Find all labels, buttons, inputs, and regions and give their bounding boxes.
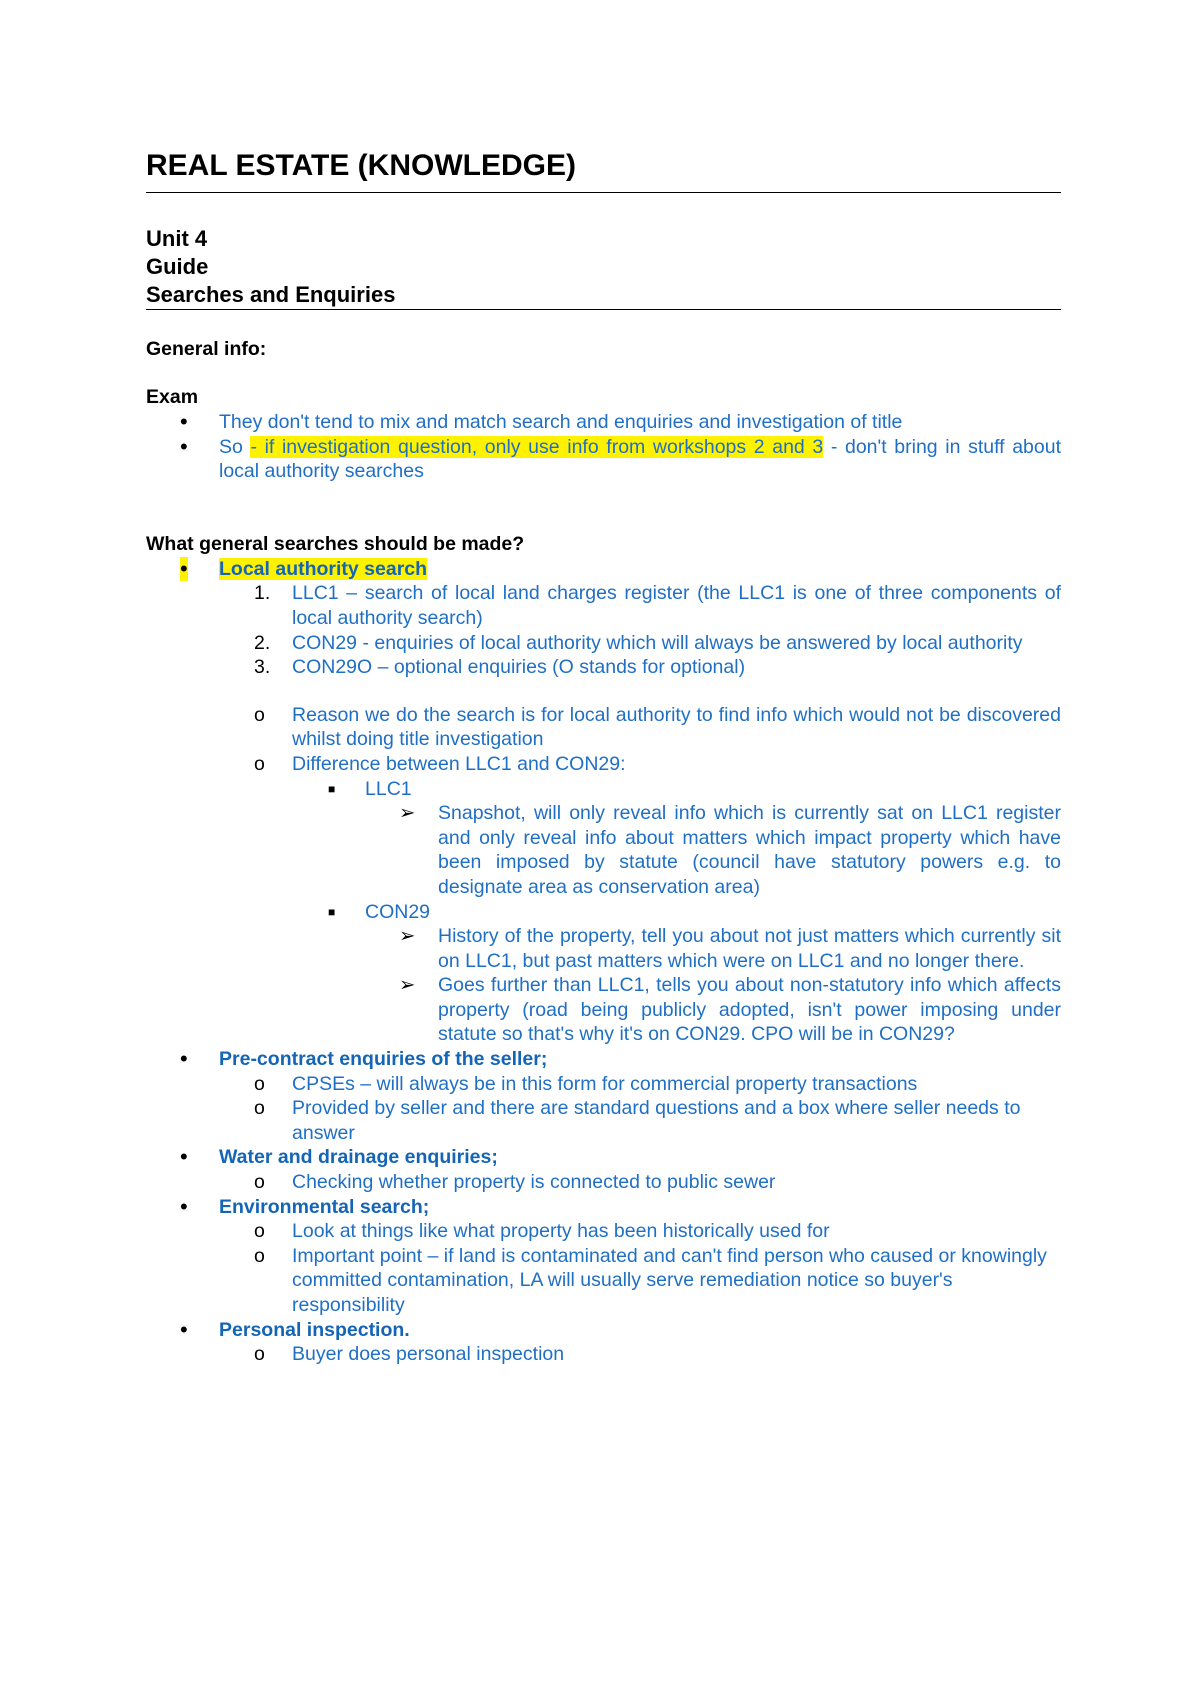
bullet-icon: • (180, 555, 188, 581)
bullet-icon: • (180, 409, 188, 434)
local-authority-label: Local authority search (219, 557, 428, 580)
list-item: ➢ Goes further than LLC1, tells you about non-statutory info which affects property (road being publicly adopted, isn't power imposing under statute so that's why it's on CON29. CPO will be in CON29? (399, 974, 1061, 1046)
searches-heading: What general searches should be made? (146, 532, 525, 555)
topic-label: Searches and Enquiries (146, 282, 396, 307)
list-item: ➢ Snapshot, will only reveal info which is currently sat on LLC1 register and only reveal info about matters which impact property which have been imposed by statute (council have statutory powers e.g. to designate area as conservation area) (399, 802, 1061, 898)
arrow-bullet-icon: ➢ (399, 925, 416, 948)
list-item-personal: • Personal inspection. o Buyer does personal inspection (146, 1318, 1061, 1367)
exam-list (146, 410, 1061, 484)
item-number: 3. (254, 656, 271, 679)
searches-list (146, 557, 1061, 1367)
exam-heading: Exam (146, 386, 199, 408)
document-body (146, 140, 1061, 1367)
list-item (146, 435, 1061, 484)
list-item-pre-contract: • Pre-contract enquiries of the seller; o CPSEs – will always be in this form for commercial property transactions o Provided by seller and there are standard questions and a box where seller needs to answer (146, 1047, 1061, 1145)
list-item: o CPSEs – will always be in this form for commercial property transactions (254, 1072, 918, 1095)
circle-bullet-icon: o (254, 1072, 265, 1095)
circle-bullet-icon: o (254, 1343, 265, 1366)
local-authority-notes (219, 703, 1061, 1047)
circle-bullet-icon: o (254, 1097, 265, 1120)
list-item: o Provided by seller and there are standard questions and a box where seller needs to answer (254, 1097, 1021, 1144)
bullet-icon: • (180, 1193, 188, 1219)
list-item: o Buyer does personal inspection (254, 1343, 565, 1366)
list-item: 2. CON29 - enquiries of local authority which will always be answered by local authority (254, 631, 1023, 654)
list-item: 1. LLC1 – search of local land charges register (the LLC1 is one of three components of local authority search) (254, 582, 1061, 629)
list-item-water: • Water and drainage enquiries; o Checking whether property is connected to public sewer (146, 1145, 1061, 1194)
list-item: 3. CON29O – optional enquiries (O stands for optional) (254, 656, 746, 679)
bullet-icon: • (180, 1316, 188, 1342)
arrow-bullet-icon: ➢ (399, 802, 416, 825)
list-item: o Important point – if land is contaminated and can't find person who caused or knowingly committed contamination, LA will usually serve remediation notice so buyer's responsibility (254, 1244, 1047, 1316)
list-item: o Look at things like what property has been historically used for (254, 1220, 830, 1243)
circle-bullet-icon: o (254, 1171, 265, 1194)
list-item: ➢ History of the property, tell you about not just matters which currently sit on LLC1, but past matters which were on LLC1 and no longer there. (399, 925, 1061, 972)
unit-label: Unit 4 (146, 226, 208, 251)
circle-bullet-icon: o (254, 703, 265, 726)
square-bullet-icon: ■ (328, 781, 336, 796)
guide-label: Guide (146, 254, 209, 279)
general-info-heading: General info: (146, 338, 267, 360)
list-item: ■ CON29 ➢ History of the property, tell you about not just matters which currently sit on LLC1, but past matters which were on LLC1 and no longer there. ➢ Goes further than LLC1, tells you about non-statutory info which affects property (road being publicly adopted, isn't power imposing under statute so that's why it's on CON29. CPO will be in CON29? (328, 900, 1061, 1046)
divider-bottom (146, 309, 1061, 310)
components-list (219, 581, 1061, 679)
list-item (146, 410, 1061, 435)
bullet-icon: • (180, 1046, 188, 1072)
list-item: o Difference between LLC1 and CON29: ■ LLC1 ➢ Snapshot, will only reveal info which is currently sat on LLC1 register and only reveal info about matters which impact property which have been imposed by statute (council have statutory powers e.g. to designate area as conservation area) ■ CON29 ➢ History of the property, tell you about not just matters which currently sit on LLC1, but past matters which were on LLC1 and no longer there. ➢ Goes further than LLC1, tells you about non-statutory info which affects property (road being publicly adopted, isn't power imposing under statute so that's why it's on CON29. CPO will be in CON29? (254, 752, 1061, 1046)
list-item-local-authority (146, 557, 1061, 1047)
bullet-icon: • (180, 433, 188, 459)
item-number: 1. (254, 582, 271, 605)
list-item-environmental: • Environmental search; o Look at things like what property has been historically used for o Important point – if land is contaminated and can't find person who caused or knowingly committed contamination, LA will usually serve remediation notice so buyer's responsibility (146, 1195, 1061, 1318)
bullet-icon: • (180, 1144, 188, 1170)
square-bullet-icon: ■ (328, 904, 336, 919)
list-item: o Checking whether property is connected to public sewer (254, 1171, 776, 1194)
list-item: o Reason we do the search is for local authority to find info which would not be discovered whilst doing title investigation (254, 703, 1061, 751)
difference-list (292, 777, 1061, 1048)
arrow-bullet-icon: ➢ (399, 974, 416, 997)
circle-bullet-icon: o (254, 752, 265, 775)
circle-bullet-icon: o (254, 1244, 265, 1267)
exam-item-text: So - if investigation question, only use info from workshops 2 and 3 - don't bring in stuff about local authority searches (219, 435, 1061, 483)
highlighted-text: - if investigation question, only use info from workshops 2 and 3 (250, 435, 824, 458)
divider-top (146, 192, 1061, 193)
item-number: 2. (254, 631, 271, 654)
circle-bullet-icon: o (254, 1220, 265, 1243)
exam-item-text: They don't tend to mix and match search and enquiries and investigation of title (219, 411, 903, 433)
unit-header (146, 225, 1061, 309)
list-item: ■ LLC1 ➢ Snapshot, will only reveal info which is currently sat on LLC1 register and only reveal info about matters which impact property which have been imposed by statute (council have statutory powers e.g. to designate area as conservation area) (328, 777, 1061, 898)
document-title: REAL ESTATE (KNOWLEDGE) (146, 149, 576, 182)
